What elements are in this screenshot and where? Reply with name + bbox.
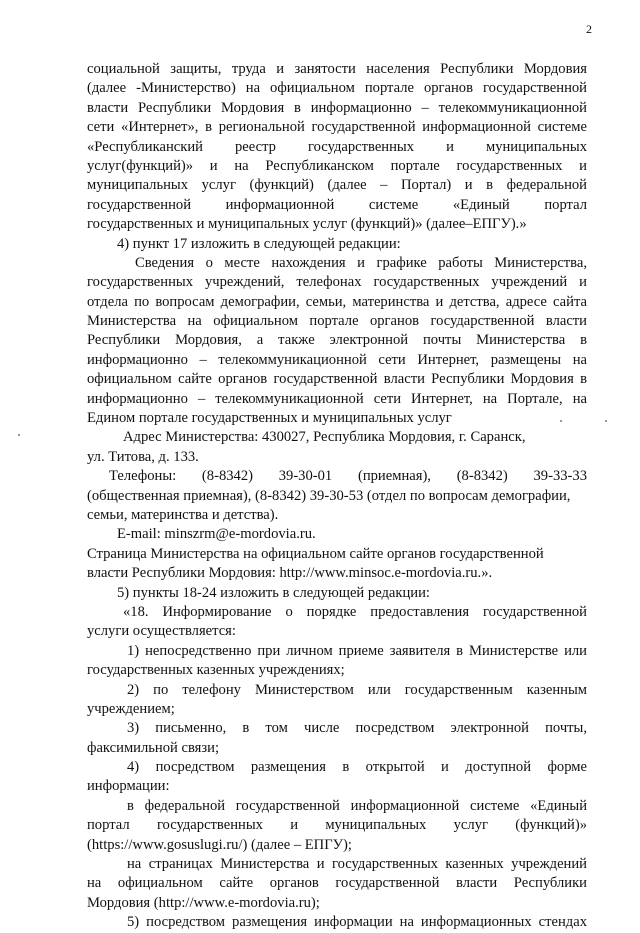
- scan-speck: [605, 420, 607, 422]
- text-line: Адрес Министерства: 430027, Республика Мордовия, г. Саранск,: [123, 429, 526, 446]
- text-line: государственной информационной системе «Единый портал: [87, 196, 587, 213]
- text-line: власти Республики Мордовия: http://www.minsoc.e-mordovia.ru.».: [87, 565, 493, 582]
- text-line: 1) непосредственно при личном приеме заявителя в Министерстве или: [127, 642, 587, 659]
- text-line: на страницах Министерства и государственных казенных учреждений: [127, 856, 587, 873]
- text-line: E-mail: minszrm@e-mordovia.ru.: [117, 526, 316, 543]
- text-line: в федеральной государственной информационной системе «Единый: [127, 797, 587, 814]
- text-line: Едином портале государственных и муниципальных услуг: [87, 410, 452, 427]
- text-line: информационно – телекоммуникационной сети Интернет, размещены на: [87, 351, 587, 368]
- text-line: 4) посредством размещения в открытой и доступной форме: [127, 759, 587, 776]
- text-line: Министерства на официальном портале органов государственной власти: [87, 313, 587, 330]
- text-line: отдела по вопросам демографии, семьи, материнства и детства, адресе сайта: [87, 293, 587, 310]
- text-line: Мордовия (http://www.e-mordovia.ru);: [87, 894, 320, 911]
- text-line: учреждением;: [87, 700, 175, 717]
- text-line: на официальном сайте органов государственной власти Республики: [87, 875, 587, 892]
- text-line: факсимильной связи;: [87, 739, 220, 756]
- text-line: 4) пункт 17 изложить в следующей редакции:: [117, 235, 401, 252]
- text-line: (https://www.gosuslugi.ru/) (далее – ЕПГУ);: [87, 836, 352, 853]
- text-line: услуги осуществляется:: [87, 623, 236, 640]
- page-number: 2: [586, 22, 592, 36]
- text-line: государственных казенных учреждениях;: [87, 662, 345, 679]
- text-line: (далее -Министерство) на официальном портале органов государственной: [87, 80, 587, 97]
- text-line: (общественная приемная), (8-8342) 39-30-53 (отдел по вопросам демографии,: [87, 487, 571, 504]
- text-line: Сведения о месте нахождения и графике работы Министерства,: [135, 254, 587, 271]
- text-line: семьи, материнства и детства).: [87, 506, 279, 523]
- scan-speck: [18, 434, 20, 436]
- text-line: Страница Министерства на официальном сайте органов государственной: [87, 545, 544, 562]
- scan-speck: [560, 420, 562, 422]
- text-line: «18. Информирование о порядке предоставления государственной: [123, 603, 587, 620]
- text-line: 2) по телефону Министерством или государственным казенным: [127, 681, 587, 698]
- text-line: ул. Титова, д. 133.: [87, 448, 199, 465]
- text-line: социальной защиты, труда и занятости населения Республики Мордовия: [87, 61, 587, 77]
- document-body: [87, 60, 587, 933]
- text-line: власти Республики Мордовия в информационно – телекоммуникационной: [87, 99, 587, 116]
- text-line: официальном сайте органов государственной власти Республики Мордовия в: [87, 371, 587, 388]
- text-line: информационно – телекоммуникационной сети Интернет, на Портале, на: [87, 390, 587, 407]
- text-line: услуг(функций)» и на Республиканском портале государственных и: [87, 157, 587, 174]
- text-line: 5) пункты 18-24 изложить в следующей редакции:: [117, 584, 430, 601]
- text-line: «Республиканский реестр государственных и муниципальных: [87, 138, 587, 155]
- text-line: государственных и муниципальных услуг (функций)» (далее–ЕПГУ).»: [87, 216, 527, 233]
- text-line: государственных учреждений, телефонах государственных учреждений и: [87, 274, 587, 291]
- text-line: муниципальных услуг (функций) (далее – Портал) и в федеральной: [87, 177, 587, 194]
- text-line: информации:: [87, 778, 170, 795]
- text-line: сети «Интернет», в региональной государственной информационной системе: [87, 119, 587, 136]
- text-line: 3) письменно, в том числе посредством электронной почты,: [127, 720, 587, 737]
- text-line: Телефоны: (8-8342) 39-30-01 (приемная), (8-8342) 39-33-33: [109, 468, 587, 485]
- text-line: 5) посредством размещения информации на информационных стендах: [127, 914, 587, 931]
- text-line: Республики Мордовия, а также электронной почты Министерства в: [87, 332, 587, 349]
- text-line: портал государственных и муниципальных услуг (функций)»: [87, 817, 587, 834]
